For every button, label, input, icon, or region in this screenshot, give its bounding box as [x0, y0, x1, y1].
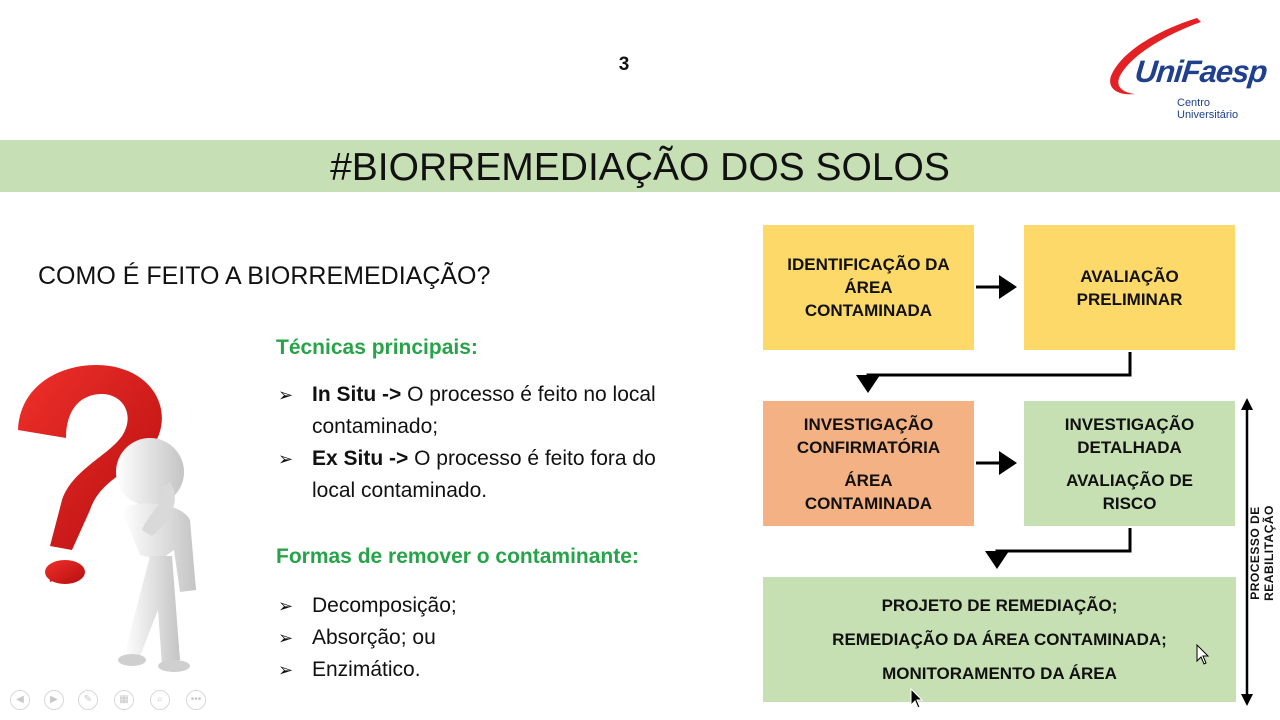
- flow-box-investigacao-detalhada: INVESTIGAÇÃO DETALHADA AVALIAÇÃO DE RISCO: [1024, 401, 1235, 526]
- question-mark-figure-icon: [10, 360, 240, 680]
- technique-text: O processo é feito no local: [401, 383, 656, 406]
- arrow-bullet-icon: ➢: [278, 385, 294, 405]
- technique-text-cont: local contaminado.: [312, 479, 488, 502]
- more-icon[interactable]: •••: [186, 690, 206, 710]
- technique-term: Ex Situ ->: [312, 447, 409, 470]
- arrow-elbow-icon: [868, 352, 1130, 390]
- technique-term: In Situ ->: [312, 383, 402, 406]
- flow-box-projeto-remediacao: PROJETO DE REMEDIAÇÃO; REMEDIAÇÃO DA ÁREA CONTAMINADA; MONITORAMENTO DA ÁREA: [763, 577, 1236, 702]
- mouse-cursor-icon: [1196, 644, 1210, 666]
- question-heading: COMO É FEITO A BIORREMEDIAÇÃO?: [38, 262, 491, 290]
- list-item: ➢ Enzimático.: [276, 654, 716, 686]
- list-item: ➢ Absorção; ou: [276, 622, 716, 654]
- slide-title: #BIORREMEDIAÇÃO DOS SOLOS: [330, 146, 950, 189]
- logo-name: UniFaesp: [1133, 54, 1269, 89]
- list-item: [276, 443, 716, 507]
- techniques-heading: Técnicas principais:: [276, 336, 478, 359]
- arrow-bullet-icon: ➢: [278, 449, 294, 469]
- slide-number: 3: [618, 54, 630, 75]
- technique-text: O processo é feito fora do: [408, 447, 656, 470]
- arrow-bullet-icon: ➢: [278, 628, 294, 648]
- logo-subtitle: Centro Universitário: [1177, 97, 1239, 121]
- techniques-list: [276, 379, 716, 507]
- next-icon[interactable]: ▶: [44, 690, 64, 710]
- zoom-icon[interactable]: ⌕: [150, 690, 170, 710]
- unifaesp-logo: [1105, 14, 1270, 121]
- flow-box-investigacao-confirmatoria: INVESTIGAÇÃO CONFIRMATÓRIA ÁREA CONTAMINADA: [763, 401, 974, 526]
- list-item: ➢ Decomposição;: [276, 590, 716, 622]
- previous-icon[interactable]: ◀: [10, 690, 30, 710]
- slides-icon[interactable]: ▦: [114, 690, 134, 710]
- arrow-elbow-icon: [997, 528, 1130, 566]
- technique-text-cont: contaminado;: [312, 415, 439, 438]
- mouse-cursor-icon: [910, 688, 924, 710]
- process-side-label: PROCESSO DE REABILITAÇÃO: [1248, 505, 1276, 601]
- flow-box-identificacao: IDENTIFICAÇÃO DA ÁREA CONTAMINADA: [763, 225, 974, 350]
- pen-icon[interactable]: ✎: [78, 690, 98, 710]
- list-item: [276, 379, 716, 443]
- removal-list: [276, 590, 716, 686]
- removal-heading: Formas de remover o contaminante:: [276, 545, 639, 568]
- arrow-bullet-icon: ➢: [278, 660, 294, 680]
- arrow-bullet-icon: ➢: [278, 596, 294, 616]
- flow-box-avaliacao-preliminar: AVALIAÇÃO PRELIMINAR: [1024, 225, 1235, 350]
